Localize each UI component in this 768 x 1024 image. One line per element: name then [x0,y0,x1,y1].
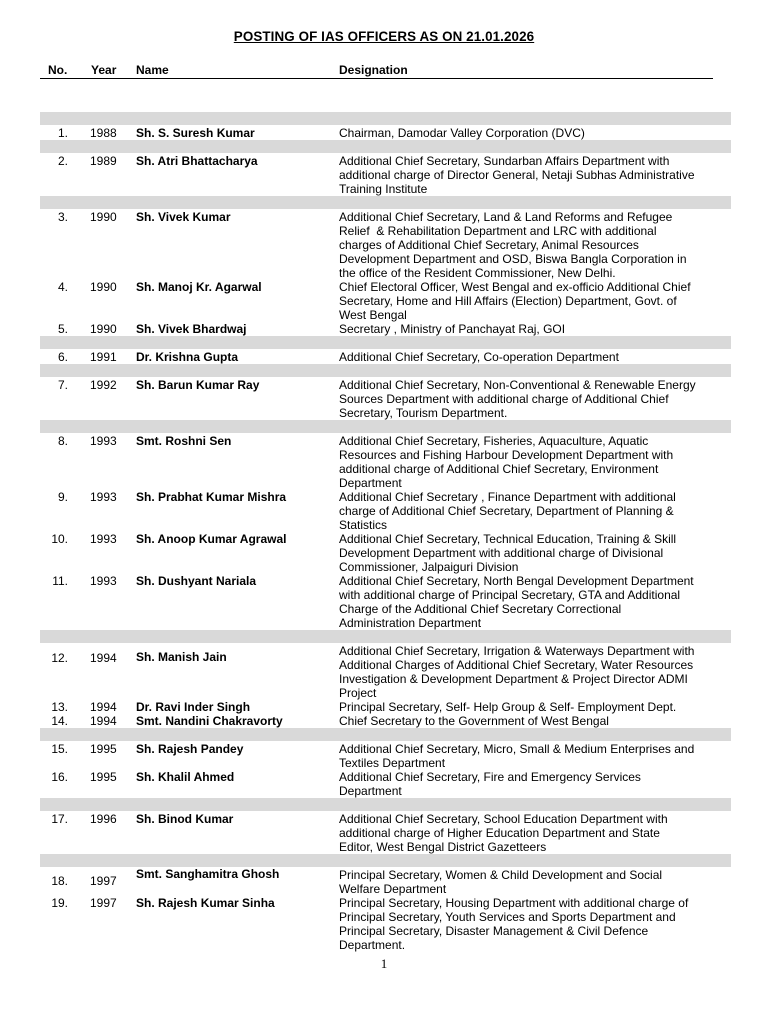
row-no: 18. [51,874,68,888]
row-designation: Principal Secretary, Housing Department with additional charge of Principal Secretary, Youth Services and Sports Department and Principal Secretary, Disaster Management & Civil Defence Department. [339,896,689,952]
row-name: Sh. Vivek Bhardwaj [136,322,247,336]
header-name: Name [136,63,169,77]
row-no: 9. [57,490,68,504]
row-year: 1990 [90,322,117,336]
row-name: Sh. Atri Bhattacharya [136,154,258,168]
year-divider [40,420,731,433]
row-name: Sh. Rajesh Pandey [136,742,244,756]
row-designation: Additional Chief Secretary, Technical Education, Training & Skill Development Department with additional charge of Divisional Commissioner, Jalpaiguri Division [339,532,677,574]
row-designation: Principal Secretary, Women & Child Development and Social Welfare Department [339,868,663,896]
row-no: 8. [57,434,68,448]
row-no: 10. [51,532,68,546]
row-no: 19. [51,896,68,910]
row-name: Smt. Nandini Chakravorty [136,714,283,728]
row-designation: Principal Secretary, Self- Help Group & Self- Employment Dept. [339,700,677,714]
row-year: 1993 [90,532,117,546]
row-no: 17. [51,812,68,826]
row-designation: Secretary , Ministry of Panchayat Raj, GOI [339,322,566,336]
row-designation: Chairman, Damodar Valley Corporation (DVC) [339,126,585,140]
row-no: 11. [52,574,68,588]
row-designation: Additional Chief Secretary, Non-Conventional & Renewable Energy Sources Department with additional charge of Additional Chief Secretary, Tourism Department. [339,378,696,420]
row-name: Sh. Prabhat Kumar Mishra [136,490,287,504]
year-divider [40,630,731,643]
row-no: 2. [57,154,68,168]
row-no: 4. [57,280,68,294]
row-year: 1989 [90,154,117,168]
row-designation: Additional Chief Secretary, Land & Land Reforms and Refugee Relief & Rehabilitation Department and LRC with additional charges of Additional Chief Secretary, Animal Resources Development Department and OSD, Biswa Bangla Corporation in the office of the Resident Commissioner, New Delhi. [339,210,687,280]
page-title: POSTING OF IAS OFFICERS AS ON 21.01.2026 [233,29,535,44]
row-designation: Additional Chief Secretary, North Bengal Development Department with additional charge of Principal Secretary, GTA and Additional Charge of the Additional Chief Secretary Correctional Administration Department [339,574,694,630]
row-no: 5. [57,322,68,336]
year-divider [40,196,731,209]
row-year: 1993 [90,574,117,588]
row-name: Sh. Dushyant Nariala [136,574,257,588]
row-no: 13. [51,700,68,714]
page-number: 1 [380,956,388,971]
row-designation: Additional Chief Secretary, Co-operation Department [339,350,619,364]
row-name: Dr. Krishna Gupta [136,350,239,364]
row-designation: Additional Chief Secretary , Finance Department with additional charge of Additional Chief Secretary, Department of Planning & Statistics [339,490,676,532]
year-divider [40,854,731,867]
year-divider [40,364,731,377]
row-name: Sh. Barun Kumar Ray [136,378,260,392]
row-name: Dr. Ravi Inder Singh [136,700,251,714]
row-name: Sh. Vivek Kumar [136,210,231,224]
row-no: 12. [51,651,68,665]
row-year: 1994 [90,651,117,665]
row-year: 1994 [90,700,117,714]
row-no: 1. [57,126,68,140]
row-no: 3. [57,210,68,224]
row-designation: Additional Chief Secretary, Sundarban Affairs Department with additional charge of Director General, Netaji Subhas Administrative Training Institute [339,154,695,196]
row-name: Sh. Manish Jain [136,650,227,664]
row-name: Sh. Rajesh Kumar Sinha [136,896,275,910]
row-designation: Chief Secretary to the Government of West Bengal [339,714,609,728]
year-divider [40,336,731,349]
row-name: Sh. Manoj Kr. Agarwal [136,280,262,294]
header-no: No. [48,63,68,77]
row-year: 1997 [90,874,117,888]
row-designation: Additional Chief Secretary, School Education Department with additional charge of Higher Education Department and State Editor, West Bengal District Gazetteers [339,812,668,854]
row-year: 1997 [90,896,117,910]
header-designation: Designation [339,63,408,77]
row-no: 14. [51,714,68,728]
row-year: 1995 [90,742,117,756]
row-no: 15. [51,742,68,756]
row-no: 7. [57,378,68,392]
row-year: 1992 [90,378,117,392]
row-no: 6. [57,350,68,364]
row-designation: Additional Chief Secretary, Fisheries, Aquaculture, Aquatic Resources and Fishing Harbour Development Department with additional charge of Additional Chief Secretary, Environment Department [339,434,674,490]
row-no: 16. [51,770,68,784]
row-year: 1996 [90,812,117,826]
row-name: Smt. Roshni Sen [136,434,232,448]
row-year: 1990 [90,280,117,294]
row-designation: Additional Chief Secretary, Irrigation & Waterways Department with Additional Charges of Additional Chief Secretary, Water Resources Investigation & Development Department & Project Director ADMI Project [339,644,695,700]
year-divider [40,798,731,811]
row-name: Smt. Sanghamitra Ghosh [136,867,280,881]
row-year: 1991 [90,350,117,364]
table-header [40,62,713,79]
row-name: Sh. Anoop Kumar Agrawal [136,532,287,546]
row-designation: Chief Electoral Officer, West Bengal and ex-officio Additional Chief Secretary, Home and Hill Affairs (Election) Department, Govt. of West Bengal [339,280,691,322]
row-year: 1994 [90,714,117,728]
row-year: 1993 [90,490,117,504]
row-year: 1988 [90,126,117,140]
row-name: Sh. Khalil Ahmed [136,770,235,784]
year-divider [40,140,731,153]
row-year: 1995 [90,770,117,784]
row-designation: Additional Chief Secretary, Micro, Small & Medium Enterprises and Textiles Department [339,742,695,770]
row-year: 1990 [90,210,117,224]
row-year: 1993 [90,434,117,448]
header-year: Year [91,63,117,77]
year-divider [40,112,731,125]
year-divider [40,728,731,741]
row-name: Sh. Binod Kumar [136,812,234,826]
row-designation: Additional Chief Secretary, Fire and Emergency Services Department [339,770,641,798]
row-name: Sh. S. Suresh Kumar [136,126,255,140]
